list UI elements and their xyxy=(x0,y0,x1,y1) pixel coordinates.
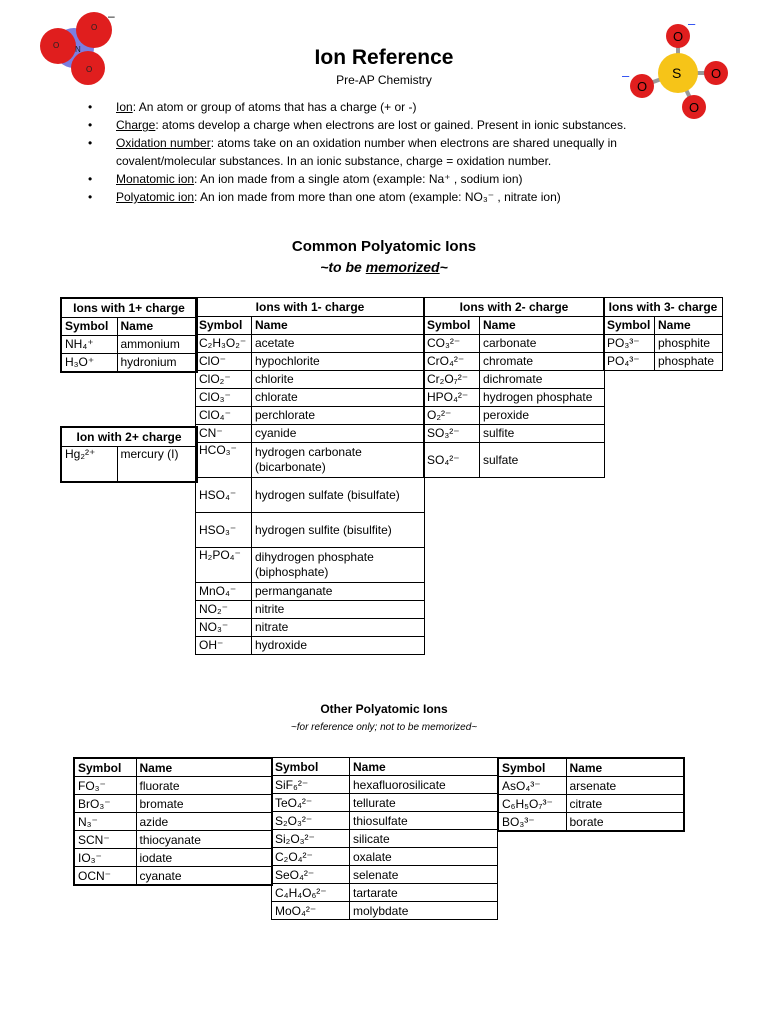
ion-name: acetate xyxy=(252,335,425,353)
ion-symbol: C₂O₄²⁻ xyxy=(272,848,350,866)
table-row xyxy=(196,513,425,548)
ion-symbol: FO₃⁻ xyxy=(74,777,136,795)
sulfate-charge-label: – xyxy=(688,16,696,31)
ion-name: phosphite xyxy=(655,335,723,353)
ion-name: cyanide xyxy=(252,425,425,443)
table-row xyxy=(196,583,425,601)
nitrate-atom-label: O xyxy=(53,41,60,50)
table-row xyxy=(272,848,498,866)
table-row xyxy=(196,443,425,478)
ion-name: borate xyxy=(566,813,684,832)
ion-name: molybdate xyxy=(350,902,498,920)
ion-symbol: Cr₂O₇²⁻ xyxy=(424,371,480,389)
ion-name: hydroxide xyxy=(252,637,425,655)
table-row xyxy=(604,353,723,371)
ion-name: cyanate xyxy=(136,867,272,886)
ion-symbol: BO₃³⁻ xyxy=(498,813,566,832)
ion-symbol: IO₃⁻ xyxy=(74,849,136,867)
ion-symbol: TeO₄²⁻ xyxy=(272,794,350,812)
ion-symbol: PO₄³⁻ xyxy=(604,353,655,371)
table-ions-2minus xyxy=(423,297,605,478)
col-header-name: Name xyxy=(480,317,605,335)
table-row xyxy=(498,777,684,795)
table-row xyxy=(196,335,425,353)
ion-symbol: ClO⁻ xyxy=(196,353,252,371)
ion-symbol: H₃O⁺ xyxy=(61,354,117,373)
ion-name: permanganate xyxy=(252,583,425,601)
table-row xyxy=(74,795,272,813)
ion-symbol: HSO₄⁻ xyxy=(196,478,252,513)
table-title: Ion with 2+ charge xyxy=(61,427,197,447)
page-title: Ion Reference xyxy=(314,46,454,69)
table-row xyxy=(498,813,684,832)
nitrate-center-label: N xyxy=(75,45,81,54)
table-row xyxy=(604,335,723,353)
table-row xyxy=(74,813,272,831)
definition-item xyxy=(86,134,666,170)
ion-name: oxalate xyxy=(350,848,498,866)
table-row xyxy=(74,867,272,886)
table-row xyxy=(196,619,425,637)
ion-name: dichromate xyxy=(480,371,605,389)
table-row xyxy=(196,425,425,443)
table-row xyxy=(196,478,425,513)
ion-symbol: NO₂⁻ xyxy=(196,601,252,619)
ion-name: iodate xyxy=(136,849,272,867)
ion-symbol: SO₃²⁻ xyxy=(424,425,480,443)
ion-symbol: C₄H₄O₆²⁻ xyxy=(272,884,350,902)
table-row xyxy=(272,884,498,902)
ion-symbol: MoO₄²⁻ xyxy=(272,902,350,920)
table-ions-3minus xyxy=(603,297,723,371)
table-title: Ions with 1- charge xyxy=(196,298,425,317)
ion-symbol: CrO₄²⁻ xyxy=(424,353,480,371)
table-row xyxy=(498,795,684,813)
definition-term: Charge xyxy=(116,118,156,132)
table-row xyxy=(196,407,425,425)
ion-symbol: NH₄⁺ xyxy=(61,336,117,354)
ion-name: chlorite xyxy=(252,371,425,389)
col-header-name: Name xyxy=(566,758,684,777)
table-row xyxy=(74,849,272,867)
ion-name: hydrogen sulfate (bisulfate) xyxy=(252,478,425,513)
ion-symbol: HCO₃⁻ xyxy=(196,443,252,478)
sulfate-atom-label: O xyxy=(711,66,722,81)
definition-item xyxy=(86,170,666,188)
ion-name: chromate xyxy=(480,353,605,371)
definition-text: : atoms develop a charge when electrons are lost or gained. Present in ionic substances. xyxy=(155,118,627,132)
ion-symbol: ClO₃⁻ xyxy=(196,389,252,407)
nitrate-charge-label: – xyxy=(108,10,115,23)
ion-name: silicate xyxy=(350,830,498,848)
table-row xyxy=(196,389,425,407)
table-ions-1plus xyxy=(60,297,198,373)
sulfate-atom-label: O xyxy=(637,79,648,94)
table-row xyxy=(61,354,197,373)
table-other-ions-1 xyxy=(73,757,273,886)
table-row xyxy=(272,812,498,830)
ion-symbol: HPO₄²⁻ xyxy=(424,389,480,407)
ion-name: tartarate xyxy=(350,884,498,902)
ion-symbol: SeO₄²⁻ xyxy=(272,866,350,884)
ion-symbol: OH⁻ xyxy=(196,637,252,655)
table-row xyxy=(196,371,425,389)
ion-name: tellurate xyxy=(350,794,498,812)
ion-symbol: C₆H₅O₇³⁻ xyxy=(498,795,566,813)
ion-symbol: AsO₄³⁻ xyxy=(498,777,566,795)
sulfate-atom-label: O xyxy=(689,100,700,115)
ion-name: mercury (I) xyxy=(117,447,197,483)
col-header-name: Name xyxy=(350,758,498,776)
ion-name: bromate xyxy=(136,795,272,813)
ion-name: selenate xyxy=(350,866,498,884)
sulfate-atom-label: O xyxy=(673,29,684,44)
col-header-name: Name xyxy=(655,317,723,335)
ion-name: ammonium xyxy=(117,336,197,354)
ion-name: perchlorate xyxy=(252,407,425,425)
definition-text: : An atom or group of atoms that has a charge (+ or -) xyxy=(132,100,417,114)
ion-name: hexafluorosilicate xyxy=(350,776,498,794)
ion-symbol: CO₃²⁻ xyxy=(424,335,480,353)
definition-term: Oxidation number xyxy=(116,136,211,150)
col-header-symbol: Symbol xyxy=(604,317,655,335)
ion-symbol: SO₄²⁻ xyxy=(424,443,480,478)
ion-symbol: CN⁻ xyxy=(196,425,252,443)
ion-name: azide xyxy=(136,813,272,831)
table-row xyxy=(74,777,272,795)
definition-term: Monatomic ion xyxy=(116,172,195,186)
common-ions-subheading: ~to be memorized~ xyxy=(320,259,448,275)
ion-symbol: Hg₂²⁺ xyxy=(61,447,117,483)
table-row xyxy=(61,336,197,354)
table-row xyxy=(424,353,605,371)
page-subtitle: Pre-AP Chemistry xyxy=(336,73,432,87)
ion-name: carbonate xyxy=(480,335,605,353)
table-other-ions-2 xyxy=(271,757,498,920)
ion-symbol: OCN⁻ xyxy=(74,867,136,886)
table-row xyxy=(196,548,425,583)
ion-name: thiocyanate xyxy=(136,831,272,849)
ion-name: peroxide xyxy=(480,407,605,425)
ion-symbol: H₂PO₄⁻ xyxy=(196,548,252,583)
ion-symbol: N₃⁻ xyxy=(74,813,136,831)
table-row xyxy=(424,407,605,425)
definition-term: Ion xyxy=(116,100,133,114)
ion-name: arsenate xyxy=(566,777,684,795)
col-header-name: Name xyxy=(252,317,425,335)
definition-item xyxy=(86,116,666,134)
ion-symbol: NO₃⁻ xyxy=(196,619,252,637)
common-ions-heading: Common Polyatomic Ions xyxy=(291,238,477,255)
definition-text: : An ion made from more than one atom (example: NO₃⁻ , nitrate ion) xyxy=(194,190,561,204)
definitions-list xyxy=(86,98,666,206)
ion-name: hydronium xyxy=(117,354,197,373)
ion-name: chlorate xyxy=(252,389,425,407)
ion-symbol: ClO₂⁻ xyxy=(196,371,252,389)
col-header-name: Name xyxy=(117,318,197,336)
ion-symbol: Si₂O₃²⁻ xyxy=(272,830,350,848)
definition-item xyxy=(86,98,666,116)
col-header-symbol: Symbol xyxy=(424,317,480,335)
other-ions-heading: Other Polyatomic Ions xyxy=(320,702,448,716)
col-header-symbol: Symbol xyxy=(272,758,350,776)
table-ions-2plus xyxy=(60,426,198,483)
col-header-symbol: Symbol xyxy=(61,318,117,336)
table-row xyxy=(272,866,498,884)
table-title: Ions with 2- charge xyxy=(424,298,605,317)
table-row xyxy=(272,776,498,794)
table-title: Ions with 3- charge xyxy=(604,298,723,317)
ion-name: fluorate xyxy=(136,777,272,795)
ion-symbol: HSO₃⁻ xyxy=(196,513,252,548)
ion-symbol: MnO₄⁻ xyxy=(196,583,252,601)
ion-name: hydrogen phosphate xyxy=(480,389,605,407)
table-row xyxy=(272,794,498,812)
ion-symbol: BrO₃⁻ xyxy=(74,795,136,813)
ion-name: sulfate xyxy=(480,443,605,478)
table-row xyxy=(272,902,498,920)
ion-name: dihydrogen phosphate (biphosphate) xyxy=(252,548,425,583)
ion-name: hydrogen sulfite (bisulfite) xyxy=(252,513,425,548)
table-row xyxy=(74,831,272,849)
ion-symbol: SiF₆²⁻ xyxy=(272,776,350,794)
ion-symbol: ClO₄⁻ xyxy=(196,407,252,425)
table-row xyxy=(196,353,425,371)
ion-name: hypochlorite xyxy=(252,353,425,371)
ion-name: citrate xyxy=(566,795,684,813)
table-row xyxy=(196,601,425,619)
definition-term: Polyatomic ion xyxy=(116,190,195,204)
ion-name: sulfite xyxy=(480,425,605,443)
table-other-ions-3 xyxy=(497,757,685,832)
table-row xyxy=(61,447,197,483)
table-row xyxy=(424,335,605,353)
nitrate-atom-label: O xyxy=(91,23,98,32)
col-header-symbol: Symbol xyxy=(498,758,566,777)
other-ions-subheading: ~for reference only; not to be memorized~ xyxy=(290,722,478,733)
table-title: Ions with 1+ charge xyxy=(61,298,197,318)
table-ions-1minus xyxy=(195,297,425,655)
ion-name: nitrite xyxy=(252,601,425,619)
ion-symbol: O₂²⁻ xyxy=(424,407,480,425)
ion-name: hydrogen carbonate (bicarbonate) xyxy=(252,443,425,478)
definition-item xyxy=(86,188,666,206)
sulfate-charge-label: – xyxy=(622,68,630,83)
table-row xyxy=(424,371,605,389)
col-header-name: Name xyxy=(136,758,272,777)
ion-name: nitrate xyxy=(252,619,425,637)
ion-name: thiosulfate xyxy=(350,812,498,830)
ion-symbol: SCN⁻ xyxy=(74,831,136,849)
ion-name: phosphate xyxy=(655,353,723,371)
table-row xyxy=(424,443,605,478)
table-row xyxy=(196,637,425,655)
ion-symbol: S₂O₃²⁻ xyxy=(272,812,350,830)
nitrate-atom-label: O xyxy=(86,65,93,74)
col-header-symbol: Symbol xyxy=(74,758,136,777)
sulfate-center-label: S xyxy=(672,65,682,81)
col-header-symbol: Symbol xyxy=(196,317,252,335)
ion-symbol: C₂H₃O₂⁻ xyxy=(196,335,252,353)
table-row xyxy=(272,830,498,848)
table-row xyxy=(424,389,605,407)
ion-symbol: PO₃³⁻ xyxy=(604,335,655,353)
table-row xyxy=(424,425,605,443)
definition-text: : atoms take on an oxidation number when electrons are shared unequally in covalent/molecular substances. In an ionic substance, charge = oxidation number. xyxy=(116,136,617,168)
definition-text: : An ion made from a single atom (example: Na⁺ , sodium ion) xyxy=(194,172,523,186)
